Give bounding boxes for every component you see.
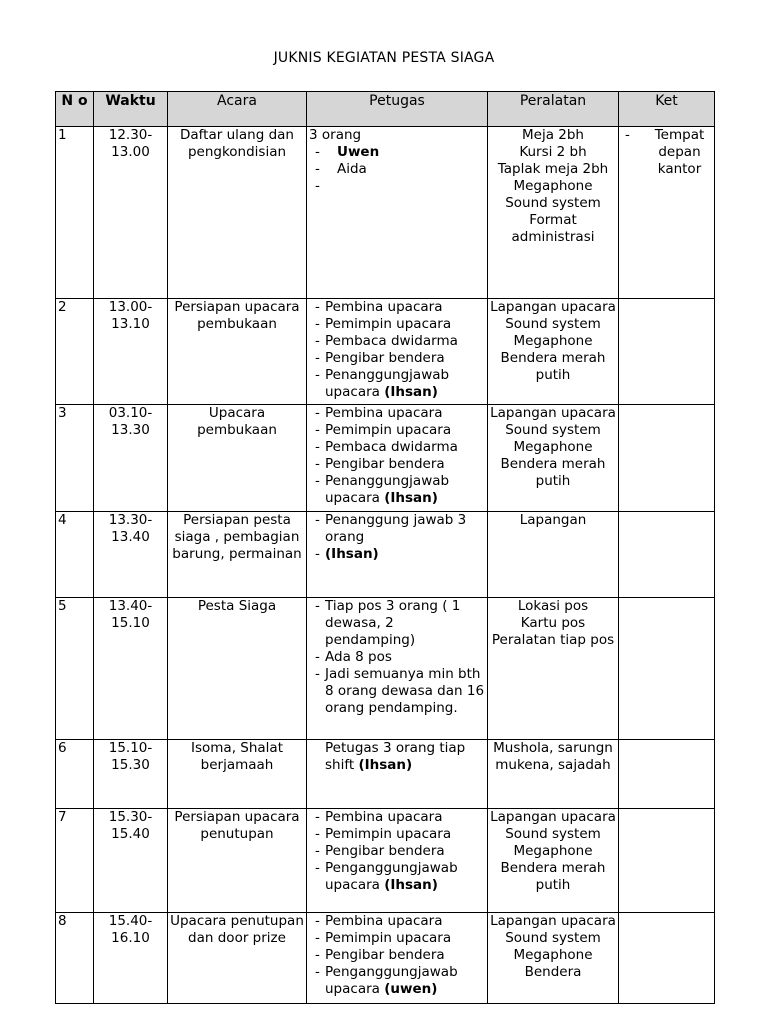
row-waktu: 15.10- 15.30 (94, 740, 168, 809)
row-waktu: 13.30- 13.40 (94, 512, 168, 598)
header-waktu: Waktu (94, 92, 168, 127)
petugas-count: 3 orang (309, 127, 362, 143)
row-waktu: 15.30- 15.40 (94, 809, 168, 913)
table-row (56, 405, 715, 512)
row-ket (619, 598, 715, 740)
row-petugas (307, 913, 488, 1004)
row-peralatan: Meja 2bh Kursi 2 bh Taplak meja 2bh Megaphone Sound system Format administrasi (488, 127, 619, 299)
header-no: N o (56, 92, 94, 127)
row-acara: Isoma, Shalat berjamaah (168, 740, 307, 809)
table-header-row (56, 92, 715, 127)
juknis-table (55, 91, 715, 1004)
petugas-list (309, 144, 485, 178)
row-no: 1 (56, 127, 94, 299)
row-no: 2 (56, 299, 94, 405)
row-petugas (307, 512, 488, 598)
row-ket (619, 740, 715, 809)
ket-item: - Tempat depan kantor (625, 127, 712, 178)
row-no: 3 (56, 405, 94, 512)
row-waktu: 03.10- 13.30 (94, 405, 168, 512)
row-waktu: 13.00- 13.10 (94, 299, 168, 405)
row-peralatan: Lapangan (488, 512, 619, 598)
row-peralatan: Lapangan upacara Sound system Megaphone Bendera merah putih (488, 809, 619, 913)
table-row (56, 740, 715, 809)
table-row (56, 512, 715, 598)
header-petugas: Petugas (307, 92, 488, 127)
table-row (56, 913, 715, 1004)
row-ket (619, 299, 715, 405)
row-ket (619, 127, 715, 299)
header-peralatan: Peralatan (488, 92, 619, 127)
row-waktu: 13.40- 15.10 (94, 598, 168, 740)
petugas-item: - Uwen (315, 144, 485, 161)
row-peralatan: Lokasi pos Kartu pos Peralatan tiap pos (488, 598, 619, 740)
petugas-list: - Penanggung jawab 3 orang - (Ihsan) (309, 512, 485, 563)
row-ket (619, 512, 715, 598)
row-petugas (307, 127, 488, 299)
row-peralatan: Lapangan upacara Sound system Megaphone Bendera merah putih (488, 405, 619, 512)
row-ket (619, 913, 715, 1004)
row-no: 4 (56, 512, 94, 598)
row-petugas (307, 299, 488, 405)
table-row (56, 127, 715, 299)
row-acara: Upacara pembukaan (168, 405, 307, 512)
table-row (56, 809, 715, 913)
row-ket (619, 405, 715, 512)
petugas-list: - Pembina upacara - Pemimpin upacara - Pengibar bendera - Penganggungjawab upacara (Ihsan) (309, 809, 485, 894)
row-no: 5 (56, 598, 94, 740)
row-acara: Pesta Siaga (168, 598, 307, 740)
row-waktu: 12.30- 13.00 (94, 127, 168, 299)
petugas-list: - Pembina upacara - Pemimpin upacara - Pengibar bendera - Penganggungjawab upacara (uwen) (309, 913, 485, 998)
row-waktu: 15.40- 16.10 (94, 913, 168, 1004)
document-title: JUKNIS KEGIATAN PESTA SIAGA (273, 50, 495, 66)
row-petugas (307, 598, 488, 740)
row-acara: Upacara penutupan dan door prize (168, 913, 307, 1004)
row-ket (619, 809, 715, 913)
row-petugas (307, 405, 488, 512)
row-acara: Daftar ulang dan pengkondisian (168, 127, 307, 299)
table-row (56, 299, 715, 405)
petugas-text: Petugas 3 orang tiap shift (Ihsan) (325, 740, 466, 773)
row-peralatan: Mushola, sarungn mukena, sajadah (488, 740, 619, 809)
petugas-item: - Aida (315, 161, 485, 178)
row-no: 6 (56, 740, 94, 809)
row-peralatan: Lapangan upacara Sound system Megaphone Bendera (488, 913, 619, 1004)
row-petugas (307, 809, 488, 913)
row-no: 7 (56, 809, 94, 913)
row-acara: Persiapan upacara pembukaan (168, 299, 307, 405)
header-ket: Ket (619, 92, 715, 127)
petugas-list: - Tiap pos 3 orang ( 1 dewasa, 2 pendamping) - Ada 8 pos - Jadi semuanya min bth 8 orang dewasa dan 16 orang pendamping. (309, 598, 485, 717)
row-no: 8 (56, 913, 94, 1004)
header-acara: Acara (168, 92, 307, 127)
petugas-list: - Pembina upacara - Pemimpin upacara - Pembaca dwidarma - Pengibar bendera - Penanggungjawab upacara (Ihsan) (309, 299, 485, 401)
row-acara: Persiapan pesta siaga , pembagian barung, permainan (168, 512, 307, 598)
row-petugas (307, 740, 488, 809)
row-acara: Persiapan upacara penutupan (168, 809, 307, 913)
table-row (56, 598, 715, 740)
petugas-list: - Pembina upacara - Pemimpin upacara - Pembaca dwidarma - Pengibar bendera - Penanggungjawab upacara (Ihsan) (309, 405, 485, 507)
row-peralatan: Lapangan upacara Sound system Megaphone Bendera merah putih (488, 299, 619, 405)
